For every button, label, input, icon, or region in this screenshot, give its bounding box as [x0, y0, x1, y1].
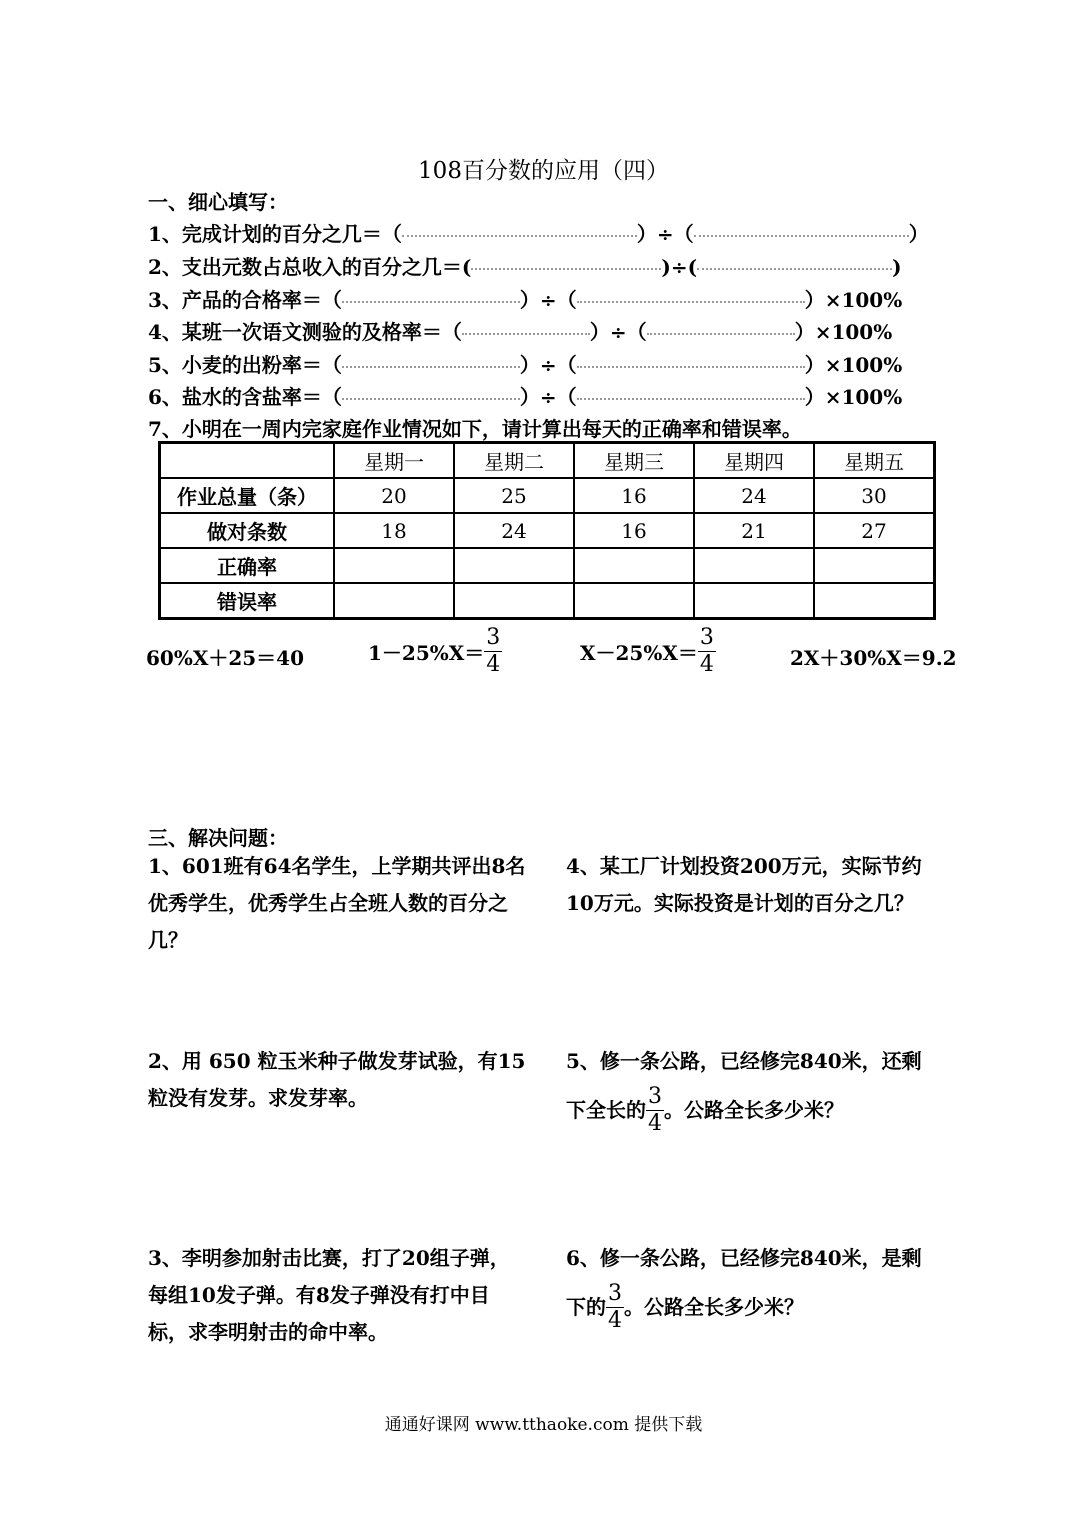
- fill-label-5: 5、小麦的出粉率＝（: [148, 353, 342, 377]
- table-header-cell: 星期五: [814, 443, 935, 479]
- blank-1b[interactable]: [694, 235, 909, 237]
- table-header-cell: 星期四: [694, 443, 814, 479]
- fill-sep-2: )÷(: [661, 255, 698, 279]
- answer-cell[interactable]: [814, 548, 935, 583]
- fill-end-3: ）: [804, 288, 825, 312]
- fill-end-6: ）: [804, 385, 825, 409]
- table-header-row: [160, 443, 935, 479]
- blank-5a[interactable]: [342, 366, 520, 368]
- answer-cell[interactable]: [454, 583, 574, 619]
- blank-2b[interactable]: [697, 268, 892, 270]
- fill-sep-1: ）÷（: [636, 222, 694, 246]
- equation-2-left: 1－25%X＝: [368, 641, 485, 665]
- problem-1: 1、601班有64名学生，上学期共评出8名优秀学生，优秀学生占全班人数的百分之几？: [148, 854, 526, 952]
- problem-3: 3、李明参加射击比赛，打了20组子弹，每组10发子弹。有8发子弹没有打中目标，求李明射击的命中率。: [148, 1246, 510, 1344]
- fill-suffix-5: ×100%: [824, 353, 903, 377]
- fill-suffix-3: ×100%: [824, 288, 903, 312]
- blank-6b[interactable]: [577, 398, 805, 400]
- fill-line-2: [148, 251, 902, 280]
- answer-cell[interactable]: [694, 548, 814, 583]
- fill-label-4: 4、某班一次语文测验的及格率＝（: [148, 320, 462, 344]
- blank-1a[interactable]: [402, 235, 637, 237]
- answer-cell[interactable]: [334, 583, 454, 619]
- table-cell: 27: [814, 513, 935, 548]
- equation-4: 2X＋30%X＝9.2: [790, 646, 957, 670]
- table-cell: 25: [454, 478, 574, 513]
- table-cell: 21: [694, 513, 814, 548]
- fill-line-5: [148, 349, 902, 378]
- blank-3a[interactable]: [342, 301, 520, 303]
- blank-4b[interactable]: [647, 333, 795, 335]
- table-header-cell: 星期二: [454, 443, 574, 479]
- blank-3b[interactable]: [577, 301, 805, 303]
- table-header-cell: 星期一: [334, 443, 454, 479]
- fill-line-4: [148, 316, 892, 345]
- problem-2: 2、用 650 粒玉米种子做发芽试验，有15粒没有发芽。求发芽率。: [148, 1049, 526, 1110]
- blank-5b[interactable]: [577, 366, 805, 368]
- answer-cell[interactable]: [694, 583, 814, 619]
- table-cell: 24: [454, 513, 574, 548]
- answer-cell[interactable]: [814, 583, 935, 619]
- equation-2: [368, 625, 502, 678]
- fill-sep-6: ）÷（: [519, 385, 577, 409]
- fraction: $\frac{3}{4}$: [648, 1084, 662, 1136]
- fill-end-4: ）: [794, 320, 815, 344]
- footer: 通通好课网 www.tthaoke.com 提供下载: [384, 1415, 703, 1435]
- table-row: [160, 513, 935, 548]
- row-label: 错误率: [160, 583, 335, 619]
- fill-label-1: 1、完成计划的百分之几＝（: [148, 222, 402, 246]
- problem-6: [566, 1240, 946, 1334]
- equation-1: 60%X＋25＝40: [146, 646, 305, 670]
- section-heading-fill: 一、细心填写：: [148, 190, 288, 214]
- answer-cell[interactable]: [334, 548, 454, 583]
- fill-suffix-6: ×100%: [824, 385, 903, 409]
- table-cell: 16: [574, 513, 694, 548]
- table-cell: 20: [334, 478, 454, 513]
- table-row: [160, 478, 935, 513]
- fill-end-2: ): [892, 255, 902, 279]
- page-title: 108百分数的应用（四）: [418, 158, 669, 184]
- equation-3: [580, 625, 716, 678]
- fill-label-2: 2、支出元数占总收入的百分之几＝(: [148, 255, 472, 279]
- fill-line-6: [148, 381, 902, 410]
- answer-cell[interactable]: [454, 548, 574, 583]
- table-header-cell: [160, 443, 335, 479]
- problem-5-line1: 5、修一条公路，已经修完840米，还剩: [566, 1049, 922, 1073]
- fill-label-6: 6、盐水的含盐率＝（: [148, 385, 342, 409]
- row-label: 做对条数: [160, 513, 335, 548]
- question-7: 7、小明在一周内完家庭作业情况如下，请计算出每天的正确率和错误率。: [148, 417, 802, 441]
- equation-3-left: X－25%X＝: [580, 641, 698, 665]
- fill-line-1: [148, 218, 929, 247]
- table-cell: 24: [694, 478, 814, 513]
- problem-6-line1: 6、修一条公路，已经修完840米，是剩: [566, 1246, 922, 1270]
- fraction: $\frac{3}{4}$: [699, 625, 714, 677]
- problem-5: [566, 1043, 946, 1137]
- homework-table: [158, 441, 936, 620]
- blank-6a[interactable]: [342, 398, 520, 400]
- fill-sep-5: ）÷（: [519, 353, 577, 377]
- table-cell: 30: [814, 478, 935, 513]
- table-header-cell: 星期三: [574, 443, 694, 479]
- blank-4a[interactable]: [462, 333, 590, 335]
- table-cell: 18: [334, 513, 454, 548]
- row-label: 正确率: [160, 548, 335, 583]
- fill-label-3: 3、产品的合格率＝（: [148, 288, 342, 312]
- section-heading-problems: 三、解决问题：: [148, 826, 288, 850]
- problem-5-line2: 下全长的 $\frac{3}{4}$ 。公路全长多少米？: [566, 1084, 844, 1136]
- answer-cell[interactable]: [574, 583, 694, 619]
- fill-sep-4: ）÷（: [589, 320, 647, 344]
- fill-end-5: ）: [804, 353, 825, 377]
- fraction: $\frac{3}{4}$: [486, 625, 501, 677]
- problem-6-line2: 下的 $\frac{3}{4}$ 。公路全长多少米？: [566, 1281, 804, 1333]
- blank-2a[interactable]: [471, 268, 661, 270]
- fraction: $\frac{3}{4}$: [608, 1281, 622, 1333]
- table-row: [160, 548, 935, 583]
- fill-line-3: [148, 284, 902, 313]
- row-label: 作业总量（条）: [160, 478, 335, 513]
- table-cell: 16: [574, 478, 694, 513]
- table-row: [160, 583, 935, 619]
- fill-sep-3: ）÷（: [519, 288, 577, 312]
- fill-suffix-4: ×100%: [814, 320, 893, 344]
- fill-end-1: ）: [908, 222, 929, 246]
- problem-4: 4、某工厂计划投资200万元，实际节约10万元。实际投资是计划的百分之几？: [566, 854, 922, 915]
- answer-cell[interactable]: [574, 548, 694, 583]
